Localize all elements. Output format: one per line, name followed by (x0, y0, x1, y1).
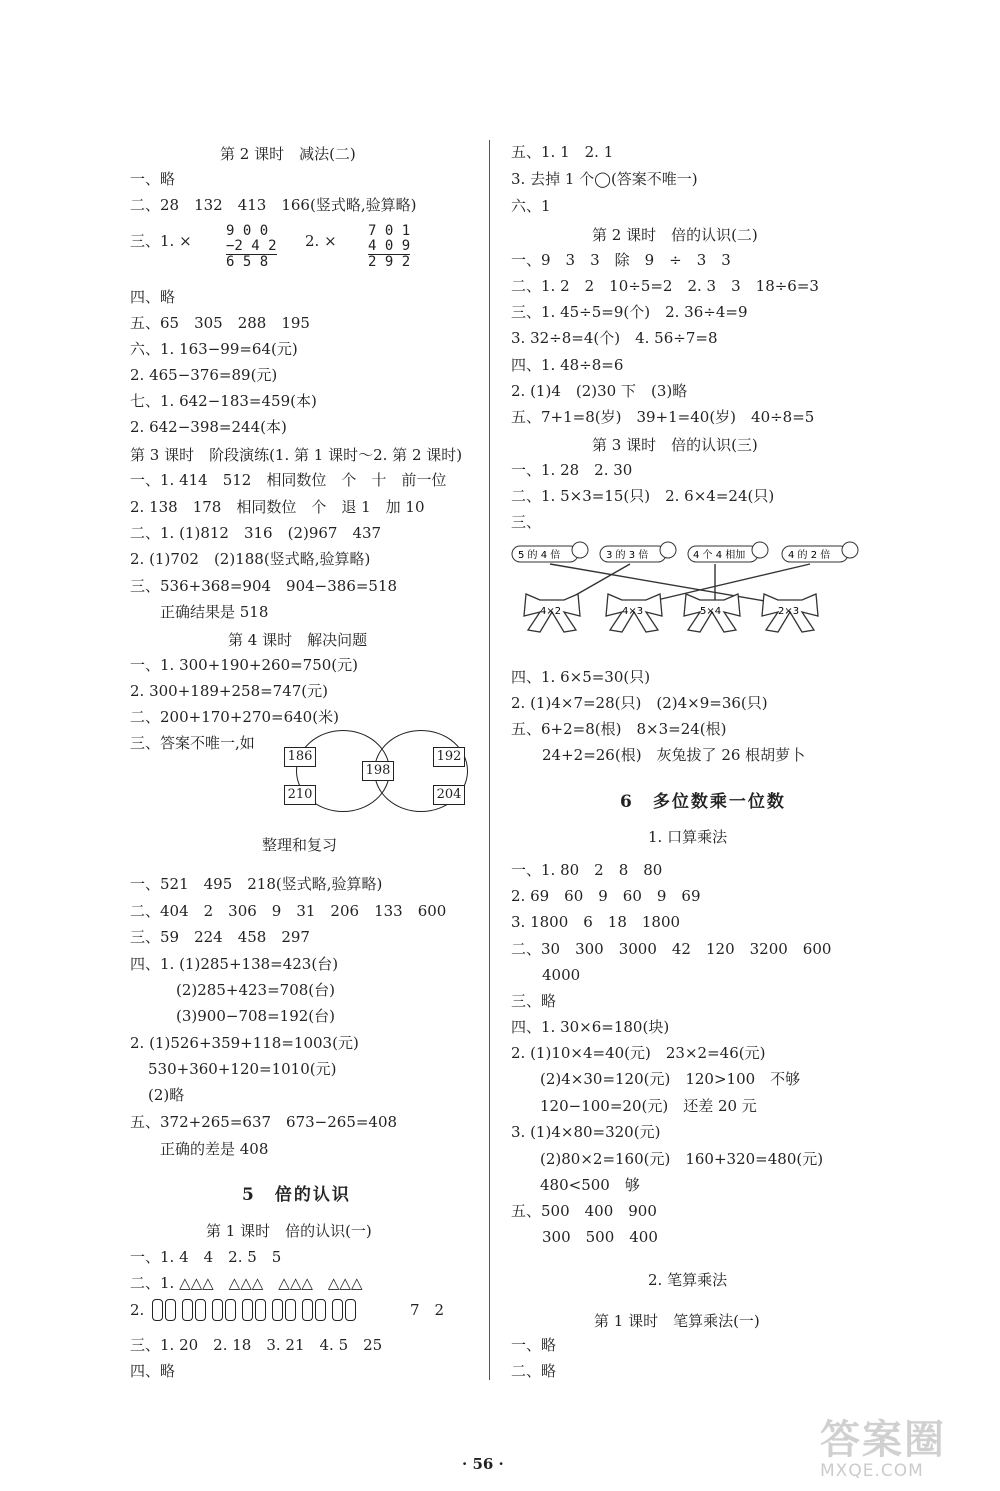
number-box: 186 (284, 747, 316, 767)
chapter-title: 5 倍的认识 (242, 1185, 351, 1205)
answer-line: 2. 465−376=89(元) (130, 366, 278, 384)
answer-line: 三、1. 20 2. 18 3. 21 4. 5 25 (130, 1336, 383, 1354)
answer-line: 三、略 (511, 992, 557, 1010)
answer-line: 六、1. 163−99=64(元) (130, 340, 298, 358)
butterfly-label: 2×3 (778, 606, 800, 617)
answer-line: 一、略 (511, 1336, 557, 1354)
cap-pair-icon (242, 1299, 268, 1325)
answer-line: 正确结果是 518 (160, 603, 269, 621)
answer-line: 一、略 (130, 170, 176, 188)
answer-line: 二、略 (511, 1362, 557, 1380)
answer-line: 24+2=26(根) 灰兔拔了 26 根胡萝卜 (542, 746, 806, 764)
answer-line: 2. 69 60 9 60 9 69 (511, 887, 701, 905)
watermark-text: 答案圈 (820, 1417, 946, 1463)
answer-line: 3. (1)4×80=320(元) (511, 1123, 661, 1141)
caterpillar-label: 5 的 4 倍 (518, 550, 561, 561)
answer-line: 一、1. 4 4 2. 5 5 (130, 1248, 282, 1266)
calc-row: −2 4 2 (226, 238, 277, 254)
answer-line: 2. (1)702 (2)188(竖式略,验算略) (130, 550, 371, 568)
answer-line: 三、59 224 458 297 (130, 928, 310, 946)
answer-line: (2)285+423=708(台) (176, 981, 335, 999)
answer-line: 二、200+170+270=640(米) (130, 708, 339, 726)
answer-line: 二、1. △△△ △△△ △△△ △△△ (130, 1274, 363, 1292)
review-title: 整理和复习 (262, 836, 338, 854)
answer-line: 2. (1)526+359+118=1003(元) (130, 1034, 359, 1052)
lesson-title: 第 1 课时 笔算乘法(一) (594, 1312, 760, 1330)
matching-figure (510, 538, 870, 644)
answer-line: 120−100=20(元) 还差 20 元 (540, 1097, 757, 1115)
answer-line: 2. (1)4×7=28(只) (2)4×9=36(只) (511, 694, 768, 712)
answer-line: 2. (1)4 (2)30 下 (3)略 (511, 382, 688, 400)
cap-pair-icon (332, 1299, 358, 1325)
answer-line: 一、521 495 218(竖式略,验算略) (130, 875, 383, 893)
answer-line: (3)900−708=192(台) (176, 1007, 335, 1025)
answer-line: 4000 (542, 966, 581, 984)
answer-line: 3. 32÷8=4(个) 4. 56÷7=8 (511, 329, 718, 347)
caterpillar-label: 4 个 4 相加 (693, 550, 746, 561)
cap-pair-icon (272, 1299, 298, 1325)
number-box: 210 (284, 785, 316, 805)
answer-line: 二、30 300 3000 42 120 3200 600 (511, 940, 832, 958)
answer-line: 480<500 够 (540, 1176, 640, 1194)
answer-line: 一、1. 414 512 相同数位 个 十 前一位 (130, 471, 447, 489)
watermark-url: MXQE.COM (820, 1461, 924, 1481)
answer-line: 2. (1)10×4=40(元) 23×2=46(元) (511, 1044, 766, 1062)
answer-line: 五、6+2=8(根) 8×3=24(根) (511, 720, 727, 738)
chapter-title: 6 多位数乘一位数 (620, 792, 786, 812)
answer-line: 正确的差是 408 (160, 1140, 269, 1158)
number-box: 198 (362, 761, 394, 781)
page-number: · 56 · (462, 1455, 504, 1473)
answer-line: 2. × (305, 232, 337, 250)
answer-line: 三、1. × (130, 232, 192, 250)
cap-pair-icon (152, 1299, 178, 1325)
lesson-title: 第 3 课时 阶段演练(1. 第 1 课时～2. 第 2 课时) (130, 446, 463, 464)
vertical-calc-1 (226, 224, 277, 270)
lesson-title: 第 2 课时 减法(二) (220, 145, 356, 163)
answer-line: 四、略 (130, 1362, 176, 1380)
answer-line: 二、404 2 306 9 31 206 133 600 (130, 902, 447, 920)
answer-line: 二、1. 2 2 10÷5=2 2. 3 3 18÷6=3 (511, 277, 819, 295)
answer-line: 五、372+265=637 673−265=408 (130, 1113, 398, 1131)
lesson-title: 第 1 课时 倍的认识(一) (206, 1222, 372, 1240)
answer-line: 2. 642−398=244(本) (130, 418, 287, 436)
answer-line: 三、1. 45÷5=9(个) 2. 36÷4=9 (511, 303, 748, 321)
answer-line: 五、1. 1 2. 1 (511, 143, 614, 161)
number-box: 204 (433, 785, 465, 805)
vertical-calc-2 (368, 224, 410, 270)
answer-line: 一、1. 28 2. 30 (511, 461, 633, 479)
answer-line: (2)略 (148, 1086, 185, 1104)
answer-line: 三、536+368=904 904−386=518 (130, 577, 398, 595)
calc-row: 2 9 2 (368, 254, 411, 270)
answer-line: 四、1. 6×5=30(只) (511, 668, 651, 686)
cap-shapes (152, 1299, 358, 1325)
answer-line: 四、略 (130, 288, 176, 306)
column-divider (489, 140, 490, 1380)
calc-row: 4 0 9 (368, 238, 411, 254)
lesson-title: 第 3 课时 倍的认识(三) (592, 436, 758, 454)
answer-line: 2. 300+189+258=747(元) (130, 682, 329, 700)
answer-line: 300 500 400 (542, 1228, 658, 1246)
butterfly-label: 5×4 (700, 606, 722, 617)
answer-line: 二、28 132 413 166(竖式略,验算略) (130, 196, 417, 214)
answer-line: 三、 (511, 513, 542, 531)
butterfly-label: 4×3 (622, 606, 644, 617)
calc-row: 9 0 0 (226, 223, 269, 239)
answer-line: 一、1. 80 2 8 80 (511, 861, 663, 879)
answer-line: 五、65 305 288 195 (130, 314, 310, 332)
answer-line: 2. (130, 1301, 145, 1319)
answer-line: 3. 1800 6 18 1800 (511, 913, 681, 931)
answer-line: (2)80×2=160(元) 160+320=480(元) (540, 1150, 824, 1168)
answer-line: (2)4×30=120(元) 120>100 不够 (540, 1070, 801, 1088)
answer-line: 五、7+1=8(岁) 39+1=40(岁) 40÷8=5 (511, 408, 815, 426)
lesson-title: 第 4 课时 解决问题 (228, 631, 368, 649)
answer-line: 2. 138 178 相同数位 个 退 1 加 10 (130, 498, 425, 516)
answer-line: 四、1. 30×6=180(块) (511, 1018, 670, 1036)
caterpillar-label: 4 的 2 倍 (788, 550, 831, 561)
lesson-title: 第 2 课时 倍的认识(二) (592, 226, 758, 244)
number-box: 192 (433, 747, 465, 767)
caterpillar-label: 3 的 3 倍 (606, 550, 649, 561)
answer-line: 一、9 3 3 除 9 ÷ 3 3 (511, 251, 731, 269)
section-title: 1. 口算乘法 (648, 828, 728, 846)
answer-line: 二、1. 5×3=15(只) 2. 6×4=24(只) (511, 487, 775, 505)
answer-line: 六、1 (511, 197, 551, 215)
answer-line: 五、500 400 900 (511, 1202, 657, 1220)
watermark-logo (820, 1408, 946, 1481)
answer-line: 七、1. 642−183=459(本) (130, 392, 317, 410)
answer-line: 7 2 (410, 1301, 445, 1319)
cap-pair-icon (182, 1299, 208, 1325)
answer-line: 二、1. (1)812 316 (2)967 437 (130, 524, 382, 542)
answer-line: 四、1. 48÷8=6 (511, 356, 624, 374)
cap-pair-icon (212, 1299, 238, 1325)
answer-line: 530+360+120=1010(元) (148, 1060, 337, 1078)
answer-line: 四、1. (1)285+138=423(台) (130, 955, 339, 973)
section-title: 2. 笔算乘法 (648, 1271, 728, 1289)
butterfly-label: 4×2 (540, 606, 562, 617)
cap-pair-icon (302, 1299, 328, 1325)
calc-row: 6 5 8 (226, 254, 269, 270)
calc-row: 7 0 1 (368, 223, 411, 239)
answer-line: 三、答案不唯一,如 (130, 734, 255, 752)
answer-line: 一、1. 300+190+260=750(元) (130, 656, 359, 674)
answer-line: 3. 去掉 1 个◯(答案不唯一) (511, 170, 698, 188)
